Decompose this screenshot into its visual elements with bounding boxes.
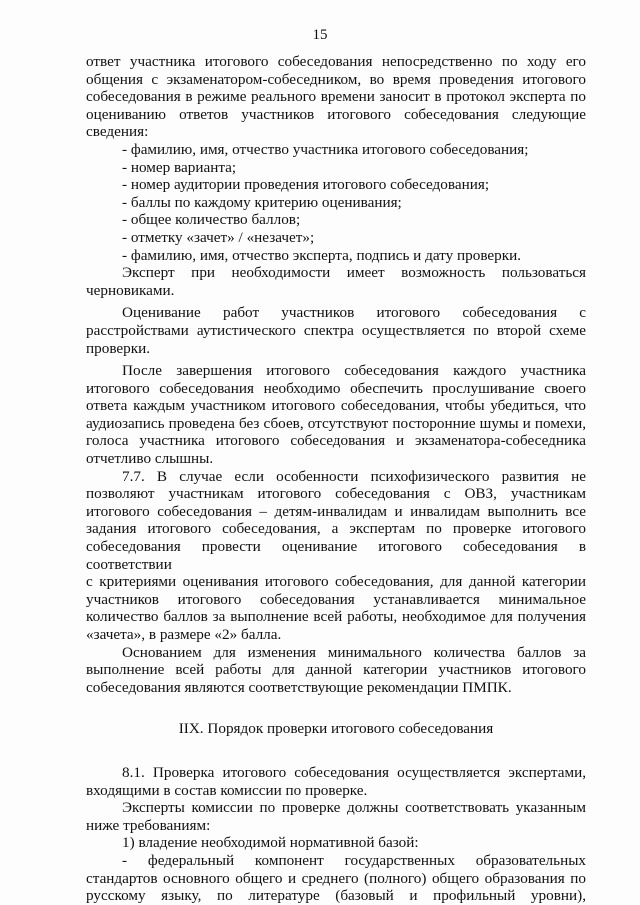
- list-item: - номер аудитории проведения итогового собеседования;: [122, 176, 490, 194]
- paragraph-line: голоса участника итогового собеседования и экзаменатора-собеседника: [86, 432, 586, 450]
- paragraph-line: «зачета», в размере «2» балла.: [86, 626, 282, 643]
- paragraph-line: участников итогового собеседования устанавливается минимальное: [86, 590, 586, 608]
- list-item: - отметку «зачет» / «незачет»;: [122, 228, 315, 246]
- paragraph-line: ниже требованиям:: [86, 816, 211, 834]
- paragraph-line: итогового собеседования необходимо обеспечить прослушивание своего: [86, 379, 586, 397]
- list-item: - баллы по каждому критерию оценивания;: [122, 193, 402, 211]
- paragraph-line: расстройствами аутистического спектра осуществляется по второй схеме: [86, 321, 586, 339]
- paragraph-line: 8.1. Проверка итогового собеседования осуществляется экспертами,: [122, 763, 586, 781]
- paragraph-line: русскому языку, по литературе (базовый и профильный уровни),: [86, 887, 586, 905]
- paragraph-line: выполнение всей работы для данной категории участников итогового: [86, 661, 586, 679]
- list-item: - фамилию, имя, отчество эксперта, подпись и дату проверки.: [122, 246, 522, 264]
- paragraph-line: черновиками.: [86, 281, 175, 299]
- paragraph-line: ответ участника итогового собеседования непосредственно по ходу его: [86, 53, 586, 70]
- paragraph-line: - федеральный компонент государственных образовательных: [122, 851, 586, 869]
- paragraph-line: задания итогового собеседования, а экспертам по проверке итогового: [86, 520, 586, 538]
- paragraph-line: После завершения итогового собеседования каждого участника: [122, 362, 586, 380]
- paragraph-line: отчетливо слышны.: [86, 450, 214, 468]
- paragraph-line: аудиозапись проведена без сбоев, отсутствуют посторонние шумы и помехи,: [86, 414, 586, 432]
- paragraph-line: с критериями оценивания итогового собеседования, для данной категории: [86, 573, 586, 591]
- paragraph-line: 1) владение необходимой нормативной базой:: [122, 834, 419, 852]
- paragraph-line: собеседования провести оценивание итогового собеседования в соответствии: [86, 538, 586, 573]
- paragraph-line: собеседования являются соответствующие рекомендации ПМПК.: [86, 678, 512, 696]
- paragraph-line: собеседования в режиме реального времени заносит в протокол эксперта по: [86, 88, 586, 106]
- document-body: [86, 53, 586, 905]
- paragraph-line: Основанием для изменения минимального количества баллов за: [122, 643, 586, 661]
- section-heading: IIX. Порядок проверки итогового собеседования: [178, 720, 494, 738]
- list-item: - общее количество баллов;: [122, 211, 301, 229]
- list-item: - номер варианта;: [122, 158, 237, 176]
- paragraph-line: сведения:: [86, 123, 149, 141]
- paragraph-line: стандартов основного общего и среднего (полного) общего образования по: [86, 869, 586, 887]
- paragraph-line: Эксперты комиссии по проверке должны соответствовать указанным: [122, 799, 586, 817]
- paragraph-line: Оценивание работ участников итогового собеседования с: [122, 304, 586, 322]
- list-item: - фамилию, имя, отчество участника итогового собеседования;: [122, 140, 529, 158]
- paragraph-line: Эксперт при необходимости имеет возможность пользоваться: [122, 264, 586, 282]
- paragraph-line: входящими в состав комиссии по проверке.: [86, 781, 368, 799]
- paragraph-line: ответа каждым участником итогового собеседования, чтобы убедиться, что: [86, 397, 586, 415]
- paragraph-line: 7.7. В случае если особенности психофизического развития не: [122, 467, 586, 485]
- page-number: 15: [312, 27, 328, 43]
- paragraph-line: оцениванию ответов участников итогового собеседования следующие: [86, 105, 586, 123]
- paragraph-line: позволяют участникам итогового собеседования с ОВЗ, участникам: [86, 485, 586, 503]
- paragraph-line: общения с экзаменатором-собеседником, во время проведения итогового: [86, 70, 586, 88]
- paragraph-line: проверки.: [86, 339, 151, 357]
- paragraph-line: количество баллов за выполнение всей работы, необходимое для получения: [86, 608, 586, 626]
- paragraph-line: итогового собеседования – детям-инвалидам и инвалидам выполнить все: [86, 502, 586, 520]
